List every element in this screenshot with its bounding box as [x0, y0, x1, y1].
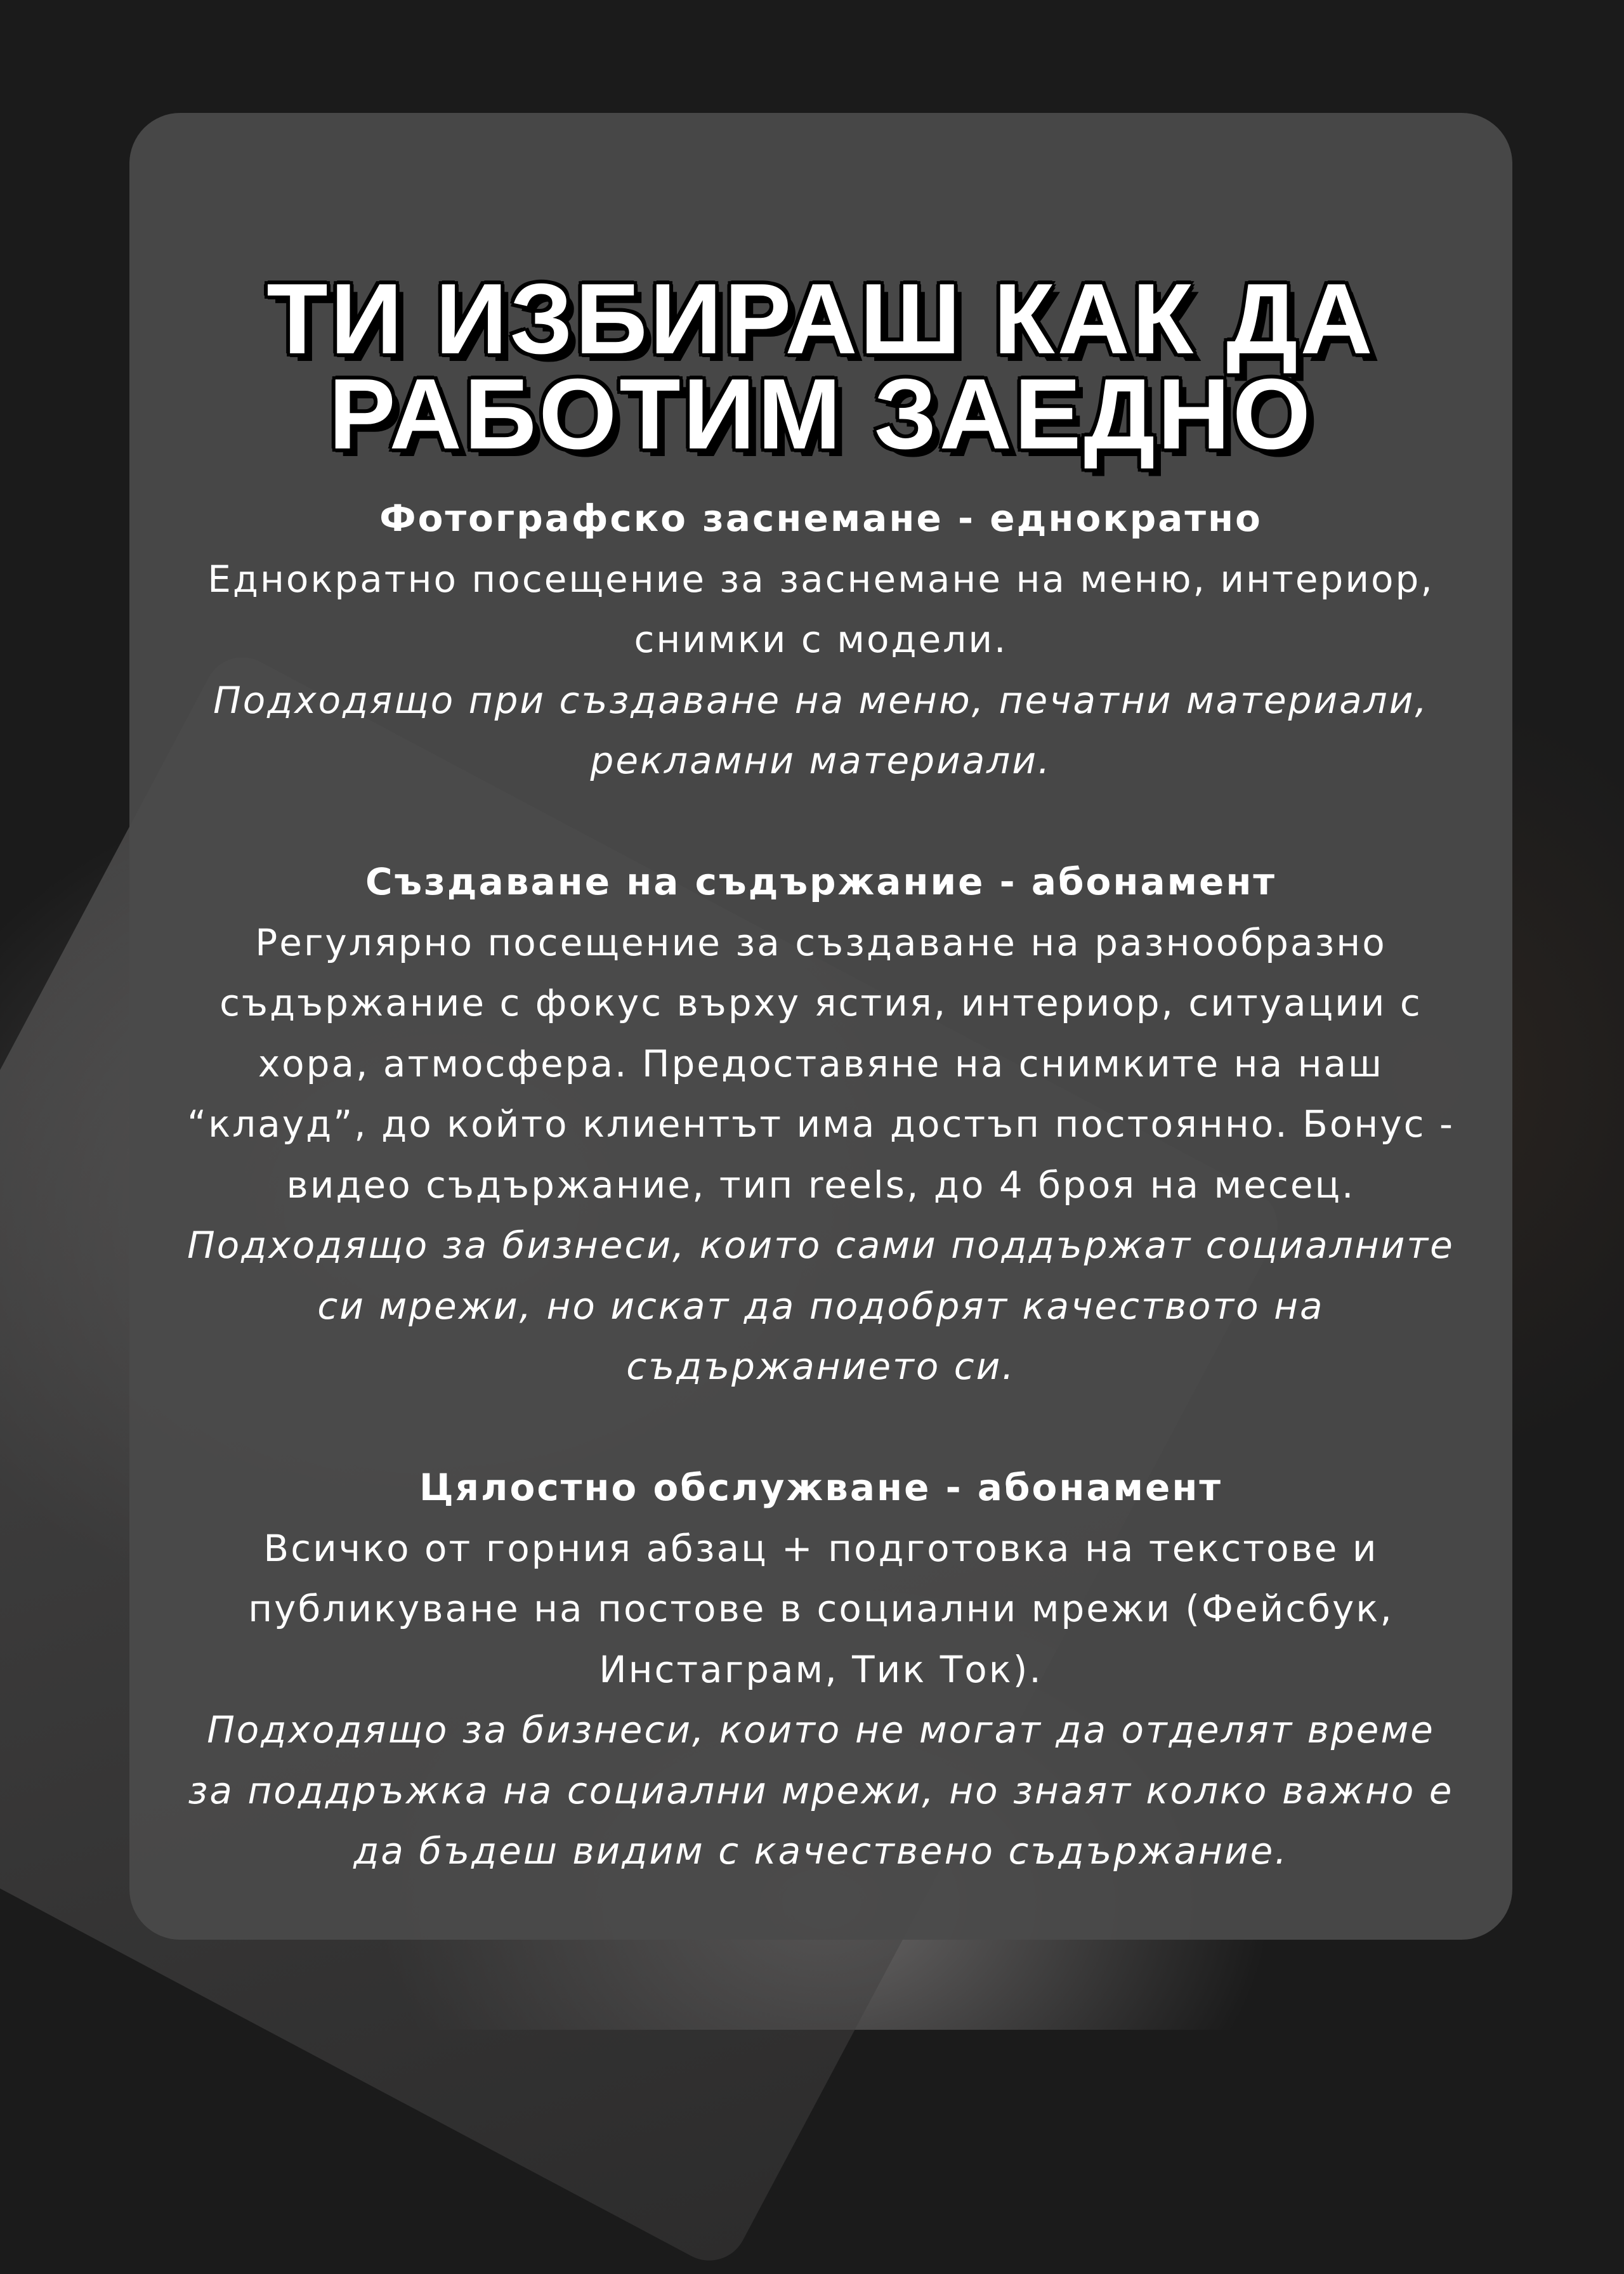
service-description: Инстаграм, Тик Ток). [599, 1647, 1043, 1691]
service-note: Подходящо за бизнеси, които не могат да отделят време [207, 1708, 1435, 1751]
service-note: Подходящо за бизнеси, които сами поддържат социалните [187, 1224, 1455, 1267]
service-description: Регулярно посещение за създаване на разнообразно [255, 920, 1387, 964]
title-line: РАБОТИМ ЗАЕДНО [329, 358, 1313, 470]
service-description: публикуване на постове в социални мрежи (Фейсбук, [248, 1587, 1394, 1630]
service-description: видео съдържание, тип reels, до 4 броя на месец. [286, 1163, 1356, 1206]
service-note: да бъдеш видим с качествено съдържание. [353, 1829, 1288, 1872]
service-note: Подходящо при създаване на меню, печатни материали, [213, 678, 1429, 722]
service-note: съдържанието си. [626, 1345, 1016, 1388]
service-description: хора, атмосфера. Предоставяне на снимките на наш [258, 1042, 1384, 1085]
service-description: “клауд”, до който клиентът има достъп постоянно. Бонус - [187, 1102, 1455, 1146]
service-section [129, 1458, 1512, 1882]
service-section [129, 852, 1512, 1397]
title-line: ТИ ИЗБИРАШ КАК ДА [266, 263, 1375, 375]
service-description: Еднократно посещение за заснемане на меню, интериор, [207, 557, 1434, 601]
service-note: рекламни материали. [590, 739, 1052, 782]
service-heading: Цялостно обслужване - абонамент [419, 1466, 1223, 1509]
service-description: съдържание с фокус върху ястия, интериор, ситуации с [219, 981, 1422, 1024]
service-section [129, 488, 1512, 792]
service-heading: Фотографско заснемане - еднократно [379, 497, 1262, 540]
service-heading: Създаване на съдържание - абонамент [365, 860, 1277, 903]
page-title [129, 263, 1512, 470]
service-description: снимки с модели. [634, 618, 1008, 661]
service-note: за поддръжка на социални мрежи, но знаят колко важно е [188, 1768, 1454, 1812]
service-description: Всичко от горния абзац + подготовка на текстове и [263, 1526, 1378, 1570]
service-note: си мрежи, но искат да подобрят качеството на [317, 1284, 1325, 1328]
services-list [129, 488, 1512, 1942]
